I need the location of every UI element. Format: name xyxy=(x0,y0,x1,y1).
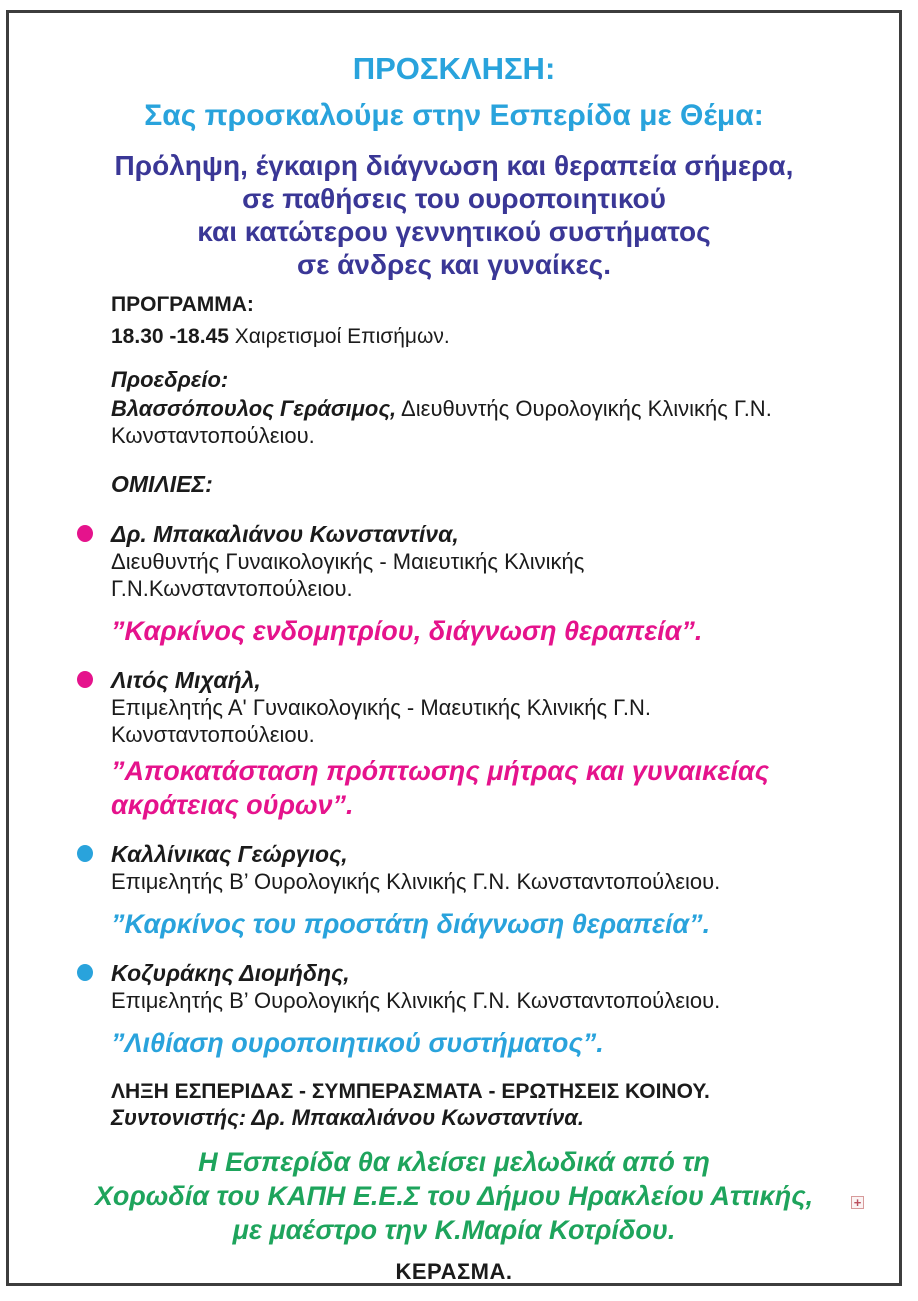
page-title: ΠΡΟΣΚΛΗΣΗ: xyxy=(352,51,556,86)
talk-title: ”Αποκατάσταση πρόπτωσης μήτρας και γυναικείας ακράτειας ούρων”. xyxy=(111,756,769,820)
chair-role: Διευθυντής Ουρολογικής Κλινικής Γ.Ν. Κωνσταντοπούλειου. xyxy=(111,396,772,448)
bullet-icon xyxy=(77,671,93,688)
bullet-icon xyxy=(77,845,93,862)
talks-heading: ΟΜΙΛΙΕΣ: xyxy=(111,471,213,497)
chair-entry xyxy=(111,395,827,449)
refreshments-line: ΚΕΡΑΣΜΑ. xyxy=(395,1259,513,1284)
program-time: 18.30 -18.45 xyxy=(111,325,229,348)
chair-heading: Προεδρείο: xyxy=(111,367,229,392)
speaker-name: Λιτός Μιχαήλ, xyxy=(111,667,261,693)
plus-placeholder-icon: + xyxy=(851,1196,864,1209)
speaker-role: Επιμελητής Β’ Ουρολογικής Κλινικής Γ.Ν. Κωνσταντοπούλειου. xyxy=(111,988,721,1013)
speaker-entry xyxy=(111,959,839,1060)
talk-title: ”Λιθίαση ουροποιητικού συστήματος”. xyxy=(111,1028,604,1058)
bullet-icon xyxy=(77,964,93,981)
speaker-name: Κοζυράκης Διομήδης, xyxy=(111,960,350,986)
invitation-page xyxy=(6,10,902,1286)
choir-line: με μαέστρο την Κ.Μαρία Κοτρίδου. xyxy=(232,1215,676,1245)
talk-title: ”Καρκίνος ενδομητρίου, διάγνωση θεραπεία”. xyxy=(111,616,703,646)
event-theme xyxy=(9,149,899,281)
speaker-role: Διευθυντής Γυναικολογικής - Μαιευτικής Κλινικής xyxy=(111,549,585,574)
chair-name: Βλασσόπουλος Γεράσιμος, xyxy=(111,396,397,421)
choir-line: Χορωδία του ΚΑΠΗ Ε.Ε.Σ του Δήμου Ηρακλείου Αττικής, xyxy=(94,1181,814,1211)
speaker-name: Δρ. Μπακαλιάνου Κωνσταντίνα, xyxy=(111,521,459,547)
choir-note xyxy=(9,1145,899,1247)
program-item xyxy=(111,325,839,349)
bullet-icon xyxy=(77,525,93,542)
talk-title: ”Καρκίνος του προστάτη διάγνωση θεραπεία”. xyxy=(111,909,711,939)
speaker-entry xyxy=(111,840,839,941)
coordinator-line: Συντονιστής: Δρ. Μπακαλιάνου Κωνσταντίνα. xyxy=(111,1105,584,1130)
theme-line: σε παθήσεις του ουροποιητικού xyxy=(242,183,666,214)
page-subtitle: Σας προσκαλούμε στην Εσπερίδα με Θέμα: xyxy=(144,99,764,132)
theme-line: Πρόληψη, έγκαιρη διάγνωση και θεραπεία σήμερα, xyxy=(114,150,794,181)
program-event: Χαιρετισμοί Επισήμων. xyxy=(228,325,450,348)
closing-line: ΛΗΞΗ ΕΣΠΕΡΙΔΑΣ - ΣΥΜΠΕΡΑΣΜΑΤΑ - ΕΡΩΤΗΣΕΙΣ ΚΟΙΝΟΥ. xyxy=(111,1080,710,1103)
page-content xyxy=(9,13,899,1285)
speaker-entry xyxy=(111,666,839,822)
theme-line: και κατώτερου γεννητικού συστήματος xyxy=(197,216,711,247)
speaker-entry xyxy=(111,520,839,648)
speaker-name: Καλλίνικας Γεώργιος, xyxy=(111,841,348,867)
program-section xyxy=(111,293,839,1131)
program-heading: ΠΡΟΓΡΑΜΜΑ: xyxy=(111,293,254,316)
speaker-role: Επιμελητής Α' Γυναικολογικής - Μαευτικής Κλινικής Γ.Ν. xyxy=(111,695,651,720)
theme-line: σε άνδρες και γυναίκες. xyxy=(296,249,612,280)
speaker-role: Επιμελητής Β’ Ουρολογικής Κλινικής Γ.Ν. Κωνσταντοπούλειου. xyxy=(111,869,721,894)
speaker-role: Γ.Ν.Κωνσταντοπούλειου. xyxy=(111,576,353,601)
choir-line: Η Εσπερίδα θα κλείσει μελωδικά από τη xyxy=(198,1147,710,1177)
speaker-role: Κωνσταντοπούλειου. xyxy=(111,722,315,747)
